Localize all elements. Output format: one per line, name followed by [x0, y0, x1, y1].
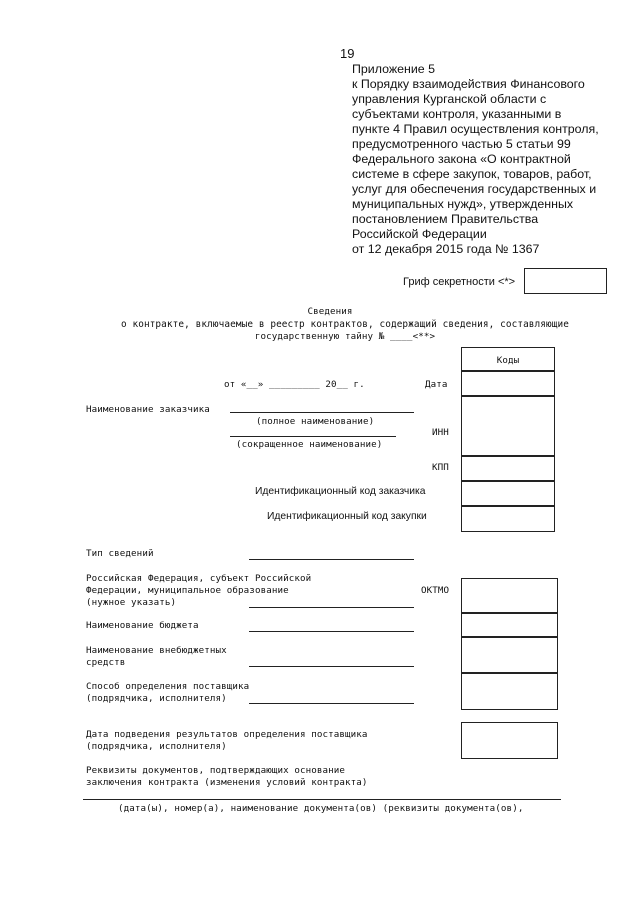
customer-full-name-line[interactable] — [230, 412, 414, 413]
appendix-line: Российской Федерации — [352, 227, 487, 241]
supplier-method-label: (подрядчика, исполнителя) — [86, 693, 227, 704]
form-subtitle-number: государственную тайну № ____<**> — [254, 331, 436, 342]
offbudget-line[interactable] — [249, 666, 414, 667]
appendix-line: муниципальных нужд», утвержденных — [352, 197, 574, 211]
info-type-label: Тип сведений — [86, 548, 154, 559]
appendix-line: субъектами контроля, указанными в — [352, 107, 562, 121]
appendix-line: управления Курганской области с — [352, 92, 547, 106]
docs-label: заключения контракта (изменения условий контракта) — [86, 777, 368, 788]
rf-subject-label: (нужное указать) — [86, 597, 177, 608]
docs-label: Реквизиты документов, подтверждающих основание — [86, 765, 346, 776]
budget-code-cell[interactable] — [461, 612, 558, 638]
offbudget-code-cell[interactable] — [461, 636, 558, 674]
oktmo-label: ОКТМО — [421, 585, 450, 596]
form-title: Сведения — [307, 306, 353, 317]
codes-header: Коды — [496, 355, 520, 366]
offbudget-label: Наименование внебюджетных — [86, 645, 227, 656]
appendix-line: к Порядку взаимодействия Финансового — [352, 77, 585, 91]
customer-label: Наименование заказчика — [86, 404, 210, 415]
kpp-code-cell[interactable] — [461, 455, 555, 482]
supplier-method-code-cell[interactable] — [461, 672, 558, 710]
inn-label: ИНН — [432, 427, 449, 438]
supplier-method-line[interactable] — [249, 703, 414, 704]
rf-subject-line[interactable] — [249, 607, 414, 608]
rf-subject-label: Российская Федерация, субъект Российской — [86, 573, 312, 584]
results-date-label: (подрядчика, исполнителя) — [86, 741, 227, 752]
date-code-label: Дата — [425, 379, 448, 390]
results-date-label: Дата подведения результатов определения поставщика — [86, 729, 368, 740]
oktmo-code-cell[interactable] — [461, 578, 558, 614]
customer-id-code-cell[interactable] — [461, 480, 555, 507]
date-line: от «__» _________ 20__ г. — [224, 379, 365, 390]
customer-short-name-line[interactable] — [230, 436, 396, 437]
page-number: 19 — [340, 46, 355, 61]
offbudget-label: средств — [86, 657, 126, 668]
info-type-line[interactable] — [249, 559, 414, 560]
rf-subject-label: Федерации, муниципальное образование — [86, 585, 289, 596]
form-subtitle: о контракте, включаемые в реестр контрактов, содержащий сведения, составляющие — [120, 319, 570, 330]
secrecy-label: Гриф секретности <*> — [403, 276, 516, 288]
budget-name-label: Наименование бюджета — [86, 620, 199, 631]
full-name-caption: (полное наименование) — [256, 416, 375, 427]
secrecy-field[interactable] — [524, 268, 607, 294]
kpp-label: КПП — [432, 462, 449, 473]
purchase-id-label: Идентификационный код закупки — [267, 511, 427, 522]
results-date-code-cell[interactable] — [461, 722, 558, 759]
appendix-line: от 12 декабря 2015 года № 1367 — [352, 242, 540, 256]
date-code-cell[interactable] — [461, 370, 555, 397]
appendix-line: постановлением Правительства — [352, 212, 539, 226]
purchase-id-code-cell[interactable] — [461, 505, 555, 532]
appendix-line: Федерального закона «О контрактной — [352, 152, 571, 166]
appendix-line: предусмотренного частью 5 статьи 99 — [352, 137, 571, 151]
budget-name-line[interactable] — [249, 631, 414, 632]
customer-id-label: Идентификационный код заказчика — [255, 486, 426, 497]
inn-code-cell[interactable] — [461, 395, 555, 457]
short-name-caption: (сокращенное наименование) — [236, 439, 383, 450]
appendix-line: пункте 4 Правил осуществления контроля, — [352, 122, 599, 136]
docs-caption: (дата(ы), номер(а), наименование документа(ов) (реквизиты документа(ов), — [118, 803, 524, 814]
appendix-line: услуг для обеспечения государственных и — [352, 182, 597, 196]
docs-line[interactable] — [83, 799, 561, 800]
appendix-line: Приложение 5 — [352, 62, 436, 76]
appendix-line: системе в сфере закупок, товаров, работ, — [352, 167, 592, 181]
supplier-method-label: Способ определения поставщика — [86, 681, 250, 692]
